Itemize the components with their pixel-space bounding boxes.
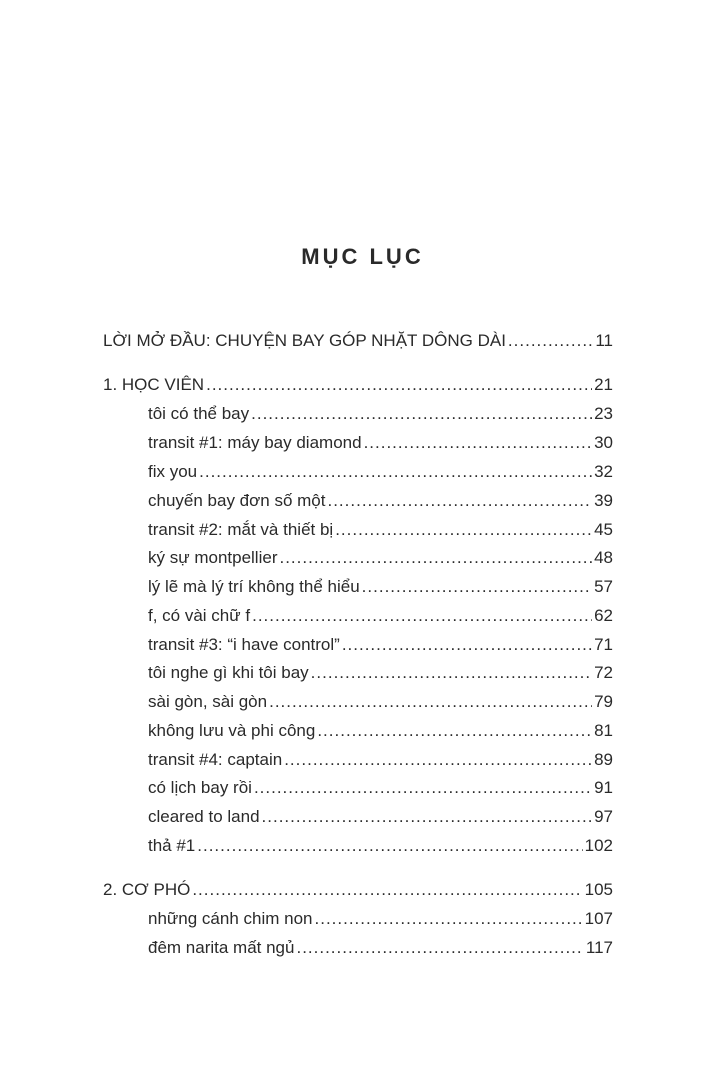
toc-entry-title: chuyến bay đơn số một [148, 491, 326, 510]
dot-leader [311, 660, 592, 686]
toc-entry[interactable] [0, 430, 725, 456]
toc-entry-title: sài gòn, sài gòn [148, 692, 268, 711]
dot-leader [317, 718, 592, 744]
toc-entry-page: 72 [594, 663, 613, 682]
toc-entry-title: f, có vài chữ f [148, 606, 251, 625]
toc-entry-page: 105 [584, 880, 613, 899]
toc-entry[interactable] [0, 833, 725, 859]
dot-leader [251, 401, 592, 427]
toc-entry-page: 89 [594, 750, 613, 769]
toc-entry-title: không lưu và phi công [148, 721, 316, 740]
dot-leader [197, 833, 582, 859]
toc-entry[interactable] [0, 545, 725, 571]
toc-entry-page: 45 [594, 520, 613, 539]
toc-entry-page: 97 [594, 807, 613, 826]
toc-entry-page: 117 [585, 938, 613, 957]
toc-entry-title: 2. CƠ PHÓ [103, 880, 191, 899]
toc-entry-page: 102 [584, 836, 613, 855]
toc-entry[interactable] [0, 574, 725, 600]
dot-leader [199, 459, 592, 485]
toc-entry[interactable] [0, 660, 725, 686]
toc-entry-page: 79 [594, 692, 613, 711]
toc-entry-page: 71 [594, 635, 613, 654]
toc-entry-page: 39 [594, 491, 613, 510]
dot-leader [508, 328, 593, 354]
toc-entry[interactable] [0, 935, 725, 961]
toc-entry-title: transit #3: “i have control” [148, 635, 340, 654]
dot-leader [362, 574, 592, 600]
toc-entry-page: 32 [594, 462, 613, 481]
toc-entry-page: 21 [594, 375, 613, 394]
toc-entry[interactable] [0, 906, 725, 932]
dot-leader [284, 747, 592, 773]
dot-leader [252, 603, 592, 629]
toc-entry-page: 107 [584, 909, 613, 928]
toc-entry-title: LỜI MỞ ĐẦU: CHUYỆN BAY GÓP NHẶT DÔNG DÀI [103, 331, 506, 350]
toc-entry-page: 81 [594, 721, 613, 740]
toc-entry-title: thả #1 [148, 836, 196, 855]
toc-entry[interactable] [0, 459, 725, 485]
toc-entry-page: 48 [594, 548, 613, 567]
toc-entry[interactable] [0, 488, 725, 514]
toc-entry-page: 57 [594, 577, 613, 596]
dot-leader [364, 430, 593, 456]
dot-leader [262, 804, 593, 830]
dot-leader [327, 488, 592, 514]
toc-entry[interactable] [0, 718, 725, 744]
toc-entry-part-1[interactable] [0, 372, 725, 398]
dot-leader [296, 935, 583, 961]
toc-entry[interactable] [0, 775, 725, 801]
toc-entry-title: transit #1: máy bay diamond [148, 433, 362, 452]
dot-leader [269, 689, 592, 715]
toc-entry[interactable] [0, 517, 725, 543]
toc-entry[interactable] [0, 632, 725, 658]
toc-entry-title: ký sự montpellier [148, 548, 278, 567]
toc-entry-title: transit #2: mắt và thiết bị [148, 520, 334, 539]
toc-entry-title: fix you [148, 462, 198, 481]
toc-entry-title: 1. HỌC VIÊN [103, 375, 205, 394]
toc-entry-page: 23 [594, 404, 613, 423]
toc-entry-title: lý lẽ mà lý trí không thể hiểu [148, 577, 360, 596]
dot-leader [335, 517, 592, 543]
toc-entry-title: tôi nghe gì khi tôi bay [148, 663, 309, 682]
toc-entry-title: đêm narita mất ngủ [148, 938, 295, 957]
dot-leader [342, 632, 592, 658]
toc-entry-page: 91 [594, 778, 613, 797]
dot-leader [315, 906, 583, 932]
toc-entry-title: transit #4: captain [148, 750, 283, 769]
dot-leader [254, 775, 592, 801]
toc-entry[interactable] [0, 747, 725, 773]
dot-leader [206, 372, 592, 398]
page-title: MỤC LỤC [301, 244, 424, 269]
toc-entry[interactable] [0, 804, 725, 830]
toc-entry-page: 62 [594, 606, 613, 625]
toc-entry-title: tôi có thể bay [148, 404, 250, 423]
toc-entry-preface[interactable] [0, 328, 725, 354]
dot-leader [279, 545, 592, 571]
toc-entry[interactable] [0, 603, 725, 629]
dot-leader [192, 877, 582, 903]
toc-entry-title: cleared to land [148, 807, 260, 826]
toc-entry-page: 30 [594, 433, 613, 452]
toc-entry[interactable] [0, 401, 725, 427]
toc-entry[interactable] [0, 689, 725, 715]
toc-entry-title: có lịch bay rồi [148, 778, 252, 797]
toc-entry-page: 11 [595, 331, 613, 350]
toc-entry-title: những cánh chim non [148, 909, 313, 928]
toc-entry-part-2[interactable] [0, 877, 725, 903]
